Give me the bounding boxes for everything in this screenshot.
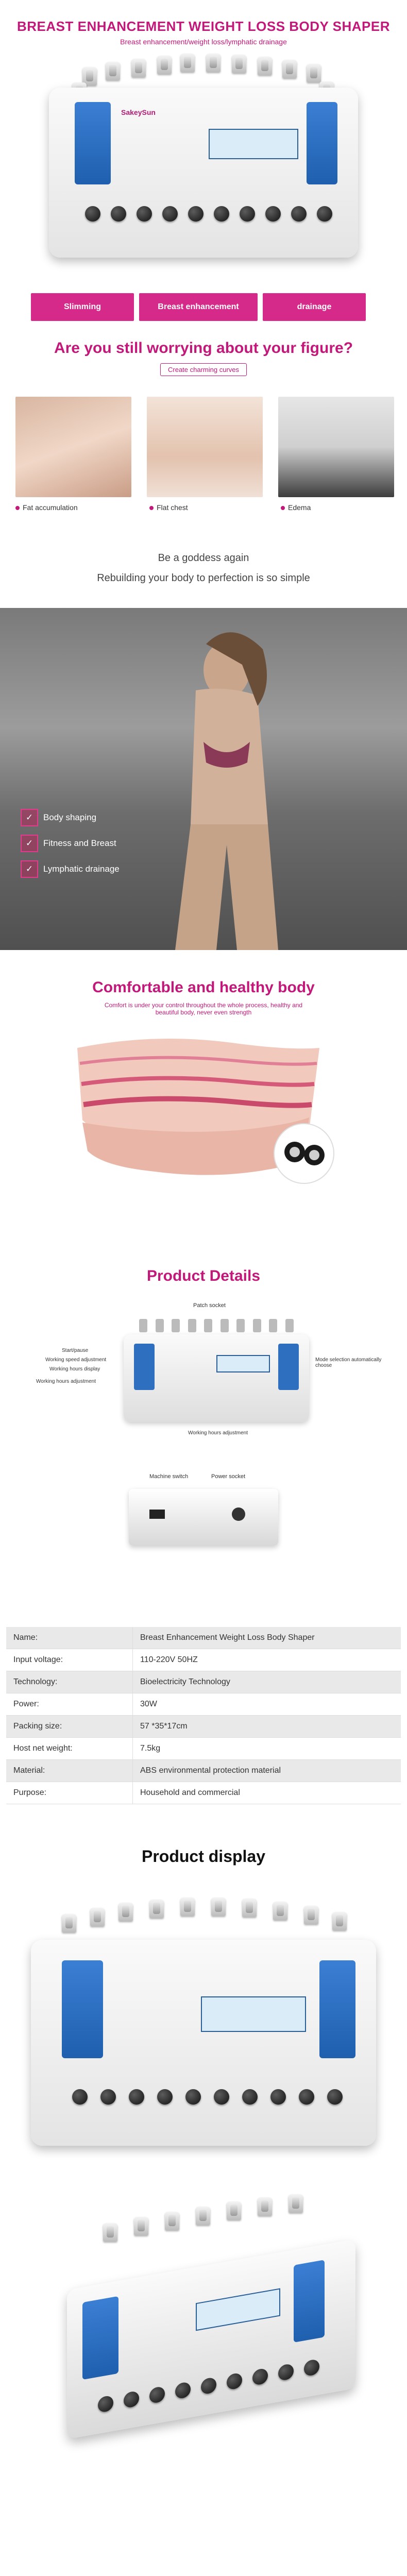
spec-value: Household and commercial (133, 1782, 401, 1804)
comfort-text: Comfort is under your control throughout the whole process, healthy and beautiful body, never even strength (104, 1002, 303, 1016)
spec-section (0, 1613, 407, 1842)
bullet-icon (149, 506, 154, 510)
caption-fat: Fat accumulation (23, 503, 78, 512)
fat-photo (15, 397, 131, 497)
label-machine-switch: Machine switch (149, 1473, 189, 1480)
label-hours-display: Working hours display (49, 1366, 100, 1372)
label-start-pause: Start/pause (62, 1348, 89, 1353)
device-back-diagram (129, 1489, 278, 1546)
device-image (0, 52, 407, 268)
display-section (0, 1842, 407, 2576)
feature-body-shaping: Body shaping (43, 812, 97, 822)
spec-label: Technology: (6, 1671, 133, 1693)
goddess-line2: Rebuilding your body to perfection is so simple (97, 572, 310, 584)
skin-illustration (0, 1027, 407, 1244)
details-section (0, 1247, 407, 1613)
device-display-1 (0, 1893, 407, 2161)
spec-label: Power: (6, 1693, 133, 1716)
fitness-icon: ✓ (21, 835, 38, 852)
spec-label: Host net weight: (6, 1738, 133, 1760)
tab-slimming[interactable]: Slimming (31, 293, 134, 321)
beach-photo (0, 608, 407, 950)
spec-value: 7.5kg (133, 1738, 401, 1760)
table-row (6, 1671, 401, 1693)
label-mode-selection: Mode selection automatically choose (315, 1357, 382, 1368)
spec-label: Name: (6, 1627, 133, 1649)
spec-value: Breast Enhancement Weight Loss Body Shaper (133, 1627, 401, 1649)
spec-value: ABS environmental protection material (133, 1760, 401, 1782)
label-hours-adj-2: Working hours adjustment (188, 1430, 248, 1436)
spec-label: Input voltage: (6, 1649, 133, 1671)
hero-subtitle: Breast enhancement/weight loss/lymphatic drainage (120, 38, 287, 46)
goddess-line1: Be a goddess again (158, 552, 249, 564)
details-title: Product Details (146, 1267, 261, 1284)
flat-chest-photo (147, 397, 263, 497)
bullet-icon (15, 506, 20, 510)
worry-section (0, 332, 407, 536)
spec-value: 110-220V 50HZ (133, 1649, 401, 1671)
feature-fitness: Fitness and Breast (43, 838, 116, 848)
body-shaping-icon: ✓ (21, 809, 38, 826)
bullet-icon (281, 506, 285, 510)
brand-logo: SakeySun (121, 108, 156, 116)
label-speed-adj: Working speed adjustment (45, 1357, 107, 1363)
curves-pill: Create charming curves (160, 363, 247, 376)
spec-value: 30W (133, 1693, 401, 1716)
label-power-socket: Power socket (211, 1473, 246, 1480)
table-row (6, 1716, 401, 1738)
hero-section (0, 0, 407, 286)
goddess-section (0, 536, 407, 608)
caption-flat-chest: Flat chest (157, 503, 188, 512)
tab-bar (0, 286, 407, 332)
display-title: Product display (141, 1847, 266, 1866)
tab-drainage[interactable]: drainage (263, 293, 366, 321)
table-row (6, 1693, 401, 1716)
feature-drainage: Lymphatic drainage (43, 864, 120, 874)
table-row (6, 1649, 401, 1671)
caption-edema: Edema (288, 503, 311, 512)
spec-value: Bioelectricity Technology (133, 1671, 401, 1693)
drainage-icon: ✓ (21, 860, 38, 878)
woman-silhouette (0, 608, 407, 950)
edema-photo (278, 397, 394, 497)
spec-value: 57 *35*17cm (133, 1716, 401, 1738)
device-display-2 (0, 2192, 407, 2481)
comfort-section (0, 950, 407, 1247)
label-hours-adj: Working hours adjustment (36, 1379, 96, 1384)
spec-table (6, 1627, 401, 1804)
device-front-diagram (124, 1334, 309, 1422)
table-row (6, 1738, 401, 1760)
hero-title: BREAST ENHANCEMENT WEIGHT LOSS BODY SHAPER (16, 19, 390, 34)
worry-title: Are you still worrying about your figure? (54, 340, 353, 357)
table-row (6, 1760, 401, 1782)
comfort-title: Comfortable and healthy body (92, 979, 315, 996)
spec-label: Packing size: (6, 1716, 133, 1738)
spec-label: Material: (6, 1760, 133, 1782)
table-row (6, 1627, 401, 1649)
spec-label: Purpose: (6, 1782, 133, 1804)
table-row (6, 1782, 401, 1804)
tab-breast-enhancement[interactable]: Breast enhancement (139, 293, 258, 321)
label-patch-socket: Patch socket (193, 1302, 226, 1309)
